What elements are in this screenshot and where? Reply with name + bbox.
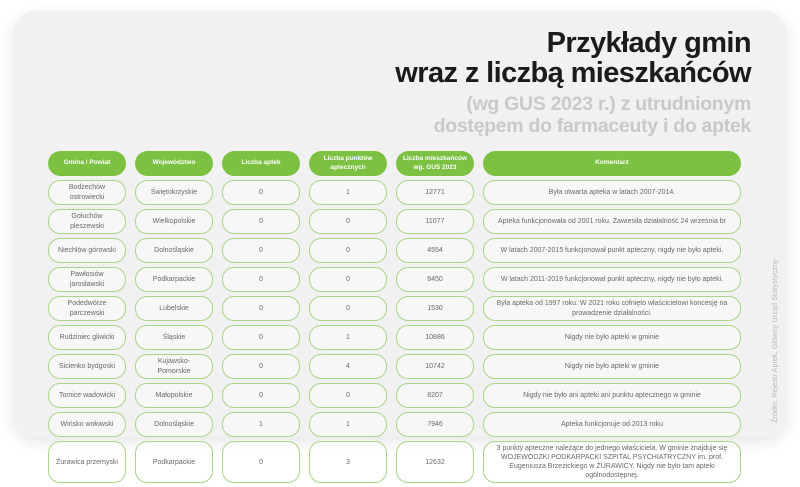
cell-wojewodztwo: Wielkopolskie <box>135 209 213 234</box>
cell-wojewodztwo: Podkarpackie <box>135 267 213 292</box>
table-row <box>48 238 741 263</box>
page-subtitle-line1: (wg GUS 2023 r.) z utrudnionym <box>466 93 751 116</box>
cell-gmina: Niechlów górowski <box>48 238 126 263</box>
cell-liczba-aptek: 0 <box>222 180 300 205</box>
cell-liczba-aptek: 0 <box>222 209 300 234</box>
cell-komentarz: 3 punkty apteczne należące do jednego właściciela. W gminie znajduje się WOJEWÓDZKI PODKARPACKI SZPITAL PSYCHIATRYCZNY im. prof. Eugeniusza Brzezickiego w ŻURAWICY. Nigdy nie było tam apteki ogólnodostępnej. <box>483 441 741 483</box>
cell-wojewodztwo: Dolnośląskie <box>135 238 213 263</box>
cell-komentarz: Była otwarta apteka w latach 2007-2014. <box>483 180 741 205</box>
cell-gmina: Tomice wadowicki <box>48 383 126 408</box>
page-subtitle-line2: dostępem do farmaceuty i do aptek <box>433 114 751 137</box>
cell-liczba-punktow: 1 <box>309 325 387 350</box>
cell-komentarz: W latach 2007-2015 funkcjonował punkt apteczny, nigdy nie było apteki. <box>483 238 741 263</box>
cell-gmina: Pawłosiów jarosławski <box>48 267 126 292</box>
cell-komentarz: Nigdy nie było apteki w gminie <box>483 354 741 379</box>
cell-liczba-aptek: 0 <box>222 325 300 350</box>
cell-komentarz: Nigdy nie było ani apteki ani punktu aptecznego w gminie <box>483 383 741 408</box>
cell-liczba-aptek: 0 <box>222 296 300 321</box>
cell-wojewodztwo: Świętokrzyskie <box>135 180 213 205</box>
cell-gmina: Wińsko wołowski <box>48 412 126 437</box>
cell-liczba-aptek: 0 <box>222 238 300 263</box>
column-header-liczba-punktow: Liczba punktów aptecznych <box>309 151 387 176</box>
column-header-wojewodztwo: Województwo <box>135 151 213 176</box>
cell-liczba-punktow: 0 <box>309 296 387 321</box>
cell-gmina: Gołuchów pleszewski <box>48 209 126 234</box>
cell-liczba-mieszkancow: 12632 <box>396 441 474 483</box>
page-subtitle <box>395 94 751 137</box>
page-title-line2: wraz z liczbą mieszkańców <box>395 57 751 90</box>
cell-liczba-aptek: 0 <box>222 383 300 408</box>
cell-liczba-mieszkancow: 8207 <box>396 383 474 408</box>
cell-gmina: Rudziniec gliwicki <box>48 325 126 350</box>
cell-liczba-punktow: 4 <box>309 354 387 379</box>
cell-liczba-punktow: 1 <box>309 180 387 205</box>
table-row <box>48 296 741 321</box>
table-row <box>48 325 741 350</box>
cell-liczba-mieszkancow: 11077 <box>396 209 474 234</box>
page-header <box>395 28 751 137</box>
source-note: Źródło: Rejestr Aptek, Główny Urząd Statystyczny <box>772 258 779 423</box>
cell-wojewodztwo: Lubelskie <box>135 296 213 321</box>
cell-wojewodztwo: Małopolskie <box>135 383 213 408</box>
cell-liczba-mieszkancow: 10742 <box>396 354 474 379</box>
cell-liczba-mieszkancow: 10886 <box>396 325 474 350</box>
cell-liczba-aptek: 1 <box>222 412 300 437</box>
cell-liczba-mieszkancow: 1530 <box>396 296 474 321</box>
table-row <box>48 441 741 483</box>
cell-liczba-punktow: 0 <box>309 209 387 234</box>
table-row <box>48 209 741 234</box>
cell-wojewodztwo: Śląskie <box>135 325 213 350</box>
table-row <box>48 267 741 292</box>
cell-komentarz: Nigdy nie było apteki w gminie <box>483 325 741 350</box>
table-row <box>48 383 741 408</box>
cell-liczba-mieszkancow: 7946 <box>396 412 474 437</box>
table-body <box>48 180 741 483</box>
cell-liczba-punktow: 3 <box>309 441 387 483</box>
cell-gmina: Żurawica przemyski <box>48 441 126 483</box>
cell-liczba-aptek: 0 <box>222 267 300 292</box>
cell-liczba-mieszkancow: 4554 <box>396 238 474 263</box>
cell-liczba-aptek: 0 <box>222 354 300 379</box>
cell-liczba-mieszkancow: 8450 <box>396 267 474 292</box>
cell-komentarz: Apteka funkcjonuje od 2013 roku <box>483 412 741 437</box>
cell-liczba-punktow: 0 <box>309 267 387 292</box>
cell-komentarz: W latach 2011-2019 funkcjonował punkt apteczny, nigdy nie było apteki. <box>483 267 741 292</box>
page-title <box>395 28 751 88</box>
column-header-gmina: Gmina / Powiat <box>48 151 126 176</box>
table-row <box>48 180 741 205</box>
cell-gmina: Bodzechów ostrowiecki <box>48 180 126 205</box>
cell-liczba-aptek: 0 <box>222 441 300 483</box>
column-header-liczba-mieszkancow: Liczba mieszkańców wg. GUS 2023 <box>396 151 474 176</box>
cell-wojewodztwo: Podkarpackie <box>135 441 213 483</box>
column-header-komentarz: Komentarz <box>483 151 741 176</box>
table-row <box>48 412 741 437</box>
table-header-row <box>48 151 741 176</box>
infographic-card <box>13 11 787 480</box>
cell-liczba-mieszkancow: 12771 <box>396 180 474 205</box>
cell-liczba-punktow: 0 <box>309 383 387 408</box>
cell-komentarz: Była apteka od 1997 roku. W 2021 roku cofnięto właścicielowi koncesję na prowadzenie działalności. <box>483 296 741 321</box>
column-header-liczba-aptek: Liczba aptek <box>222 151 300 176</box>
cell-komentarz: Apteka funkcjonowała od 2001 roku. Zawiesiła działalność 24 września br <box>483 209 741 234</box>
cell-wojewodztwo: Kujawsko-Pomorskie <box>135 354 213 379</box>
cell-gmina: Podedwórze parczewski <box>48 296 126 321</box>
cell-gmina: Sicienko bydgoski <box>48 354 126 379</box>
municipality-table <box>48 151 741 487</box>
cell-liczba-punktow: 0 <box>309 238 387 263</box>
cell-liczba-punktow: 1 <box>309 412 387 437</box>
cell-wojewodztwo: Dolnośląskie <box>135 412 213 437</box>
page-title-line1: Przykłady gmin <box>546 27 751 59</box>
table-row <box>48 354 741 379</box>
